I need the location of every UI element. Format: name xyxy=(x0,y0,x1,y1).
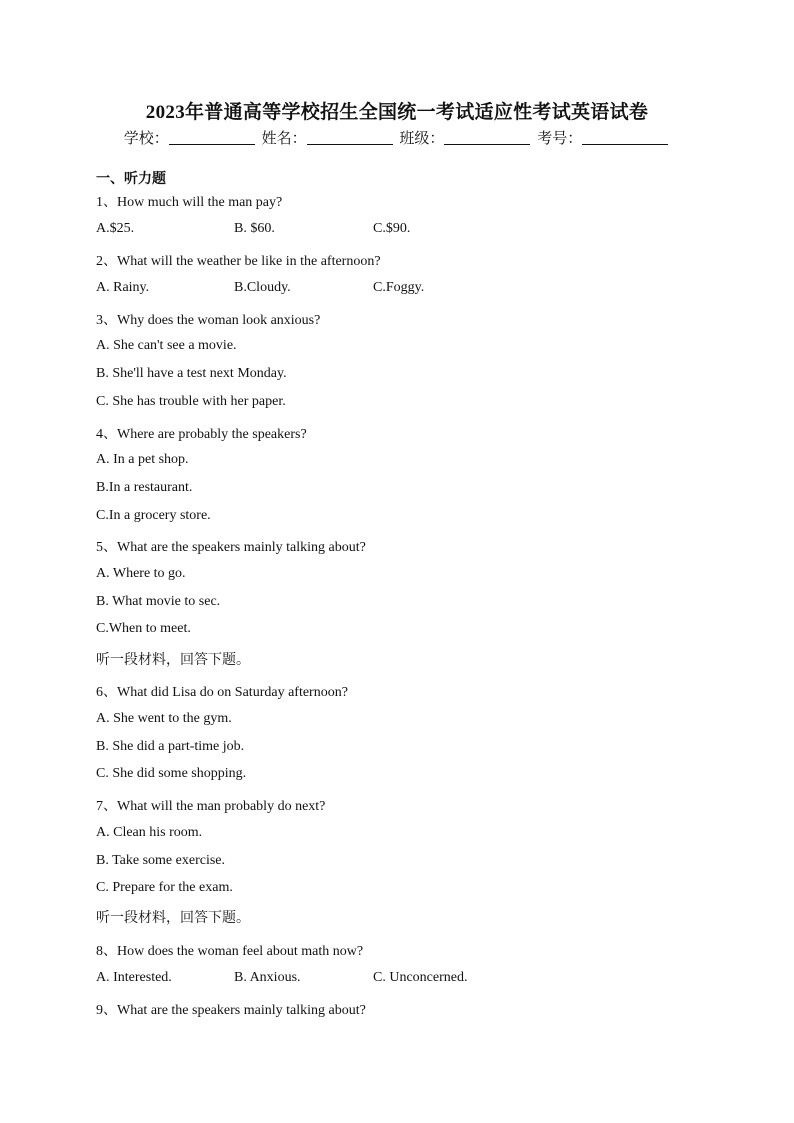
school-label: 学校： xyxy=(123,129,169,147)
question-8-stem: 8、How does the woman feel about math now? xyxy=(96,944,364,959)
listening-instruction-1: 听一段材料，回答下题。 xyxy=(96,652,250,668)
question-4-option-a: A. In a pet shop. xyxy=(96,452,189,467)
question-7-stem: 7、What will the man probably do next? xyxy=(96,799,326,814)
question-2-option-c: C.Foggy. xyxy=(373,280,425,295)
question-4-option-b: B.In a restaurant. xyxy=(96,480,193,495)
number-label: 考号： xyxy=(537,129,583,147)
question-4-stem: 4、Where are probably the speakers? xyxy=(96,427,307,442)
question-6-option-c: C. She did some shopping. xyxy=(96,766,247,781)
class-blank xyxy=(444,130,530,145)
school-blank xyxy=(169,130,255,145)
question-3-stem: 3、Why does the woman look anxious? xyxy=(96,313,321,328)
listening-instruction-2: 听一段材料，回答下题。 xyxy=(96,910,250,926)
question-6-stem: 6、What did Lisa do on Saturday afternoon? xyxy=(96,685,348,700)
question-5-option-c: C.When to meet. xyxy=(96,621,191,636)
question-3-option-b: B. She'll have a test next Monday. xyxy=(96,366,287,381)
question-4-option-c: C.In a grocery store. xyxy=(96,508,211,523)
question-3-option-a: A. She can't see a movie. xyxy=(96,338,237,353)
question-7-option-c: C. Prepare for the exam. xyxy=(96,880,233,895)
class-label: 班级： xyxy=(399,129,445,147)
question-6-option-b: B. She did a part-time job. xyxy=(96,739,245,754)
question-1-option-b: B. $60. xyxy=(234,221,275,236)
question-5-stem: 5、What are the speakers mainly talking about? xyxy=(96,540,366,555)
question-9-stem: 9、What are the speakers mainly talking about? xyxy=(96,1003,366,1018)
question-2-option-b: B.Cloudy. xyxy=(234,280,291,295)
student-info-line xyxy=(0,127,794,148)
question-5-option-b: B. What movie to sec. xyxy=(96,594,221,609)
number-blank xyxy=(582,130,668,145)
question-1-option-c: C.$90. xyxy=(373,221,411,236)
question-5-option-a: A. Where to go. xyxy=(96,566,186,581)
name-blank xyxy=(307,130,393,145)
section-heading: 一、听力题 xyxy=(96,171,166,187)
question-3-option-c: C. She has trouble with her paper. xyxy=(96,394,286,409)
exam-title: 2023年普通高等学校招生全国统一考试适应性考试英语试卷 xyxy=(145,102,649,123)
question-1-stem: 1、How much will the man pay? xyxy=(96,195,283,210)
question-8-option-b: B. Anxious. xyxy=(234,970,301,985)
question-7-option-b: B. Take some exercise. xyxy=(96,853,225,868)
question-1-option-a: A.$25. xyxy=(96,221,135,236)
question-8-option-a: A. Interested. xyxy=(96,970,172,985)
question-6-option-a: A. She went to the gym. xyxy=(96,711,232,726)
name-label: 姓名： xyxy=(261,129,307,147)
question-2-option-a: A. Rainy. xyxy=(96,280,150,295)
question-7-option-a: A. Clean his room. xyxy=(96,825,203,840)
question-2-stem: 2、What will the weather be like in the afternoon? xyxy=(96,254,381,269)
question-8-option-c: C. Unconcerned. xyxy=(373,970,468,985)
